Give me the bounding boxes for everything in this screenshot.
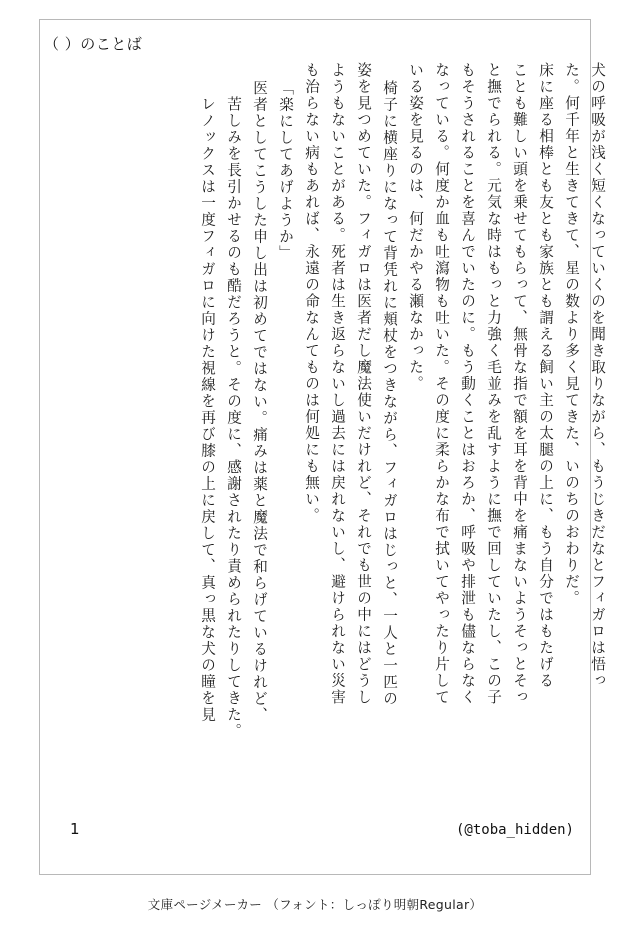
text-column: なっている。何度か血も吐瀉物も吐いた。その度に柔らかな布で拭いてやったり片して xyxy=(433,62,450,706)
text-column: 苦しみを長引かせるのも酷だろうと。その度に、感謝されたり責められたりしてきた。 xyxy=(225,96,242,740)
text-column: レノックスは一度フィガロに向けた視線を再び膝の上に戻して、真っ黒な犬の瞳を見 xyxy=(199,96,216,723)
text-column: ことも難しい頭を乗せてもらって、無骨な指で額を耳を背中を痛まないようそっとそっ xyxy=(511,62,528,706)
text-column: 椅子に横座りになって背凭れに頬杖をつきながら、フィガロはじっと、一人と一匹の xyxy=(381,80,398,707)
vertical-text-body xyxy=(30,62,604,782)
page-footer xyxy=(70,820,574,838)
page-title: （ ）のことば xyxy=(44,35,143,53)
page-number: 1 xyxy=(70,820,80,838)
app-footer-label: 文庫ページメーカー （フォント：しっぽり明朝Regular） xyxy=(147,897,483,912)
text-column: た。何千年と生きてきて、星の数より多く見てきた、いのちのおわりだ。 xyxy=(563,62,580,607)
text-column: もそうされることを喜んでいたのに。もう動くことはおろか、呼吸や排泄も儘ならなく xyxy=(459,62,476,706)
text-column: 姿を見つめていた。フィガロは医者だし魔法使いだけれど、それでも世の中にはどうし xyxy=(355,62,372,706)
text-column: いる姿を見るのは、何だかやる瀬なかった。 xyxy=(407,62,424,392)
text-column: 「楽にしてあげようか」 xyxy=(277,80,294,262)
text-column: 犬の呼吸が浅く短くなっていくのを聞き取りながら、もうじきだなとフィガロは悟っ xyxy=(589,62,606,689)
text-column: も治らない病もあれば、永遠の命なんてものは何処にも無い。 xyxy=(303,62,320,524)
text-column: ようもないことがある。死者は生き返らないし過去には戻れないし、避けられない災害 xyxy=(329,62,346,706)
text-column: と撫でられる。元気な時はもっと力強く毛並みを乱すように撫で回していたし、この子 xyxy=(485,62,502,706)
author-credit: (@toba_hidden) xyxy=(455,822,574,838)
text-column: 床に座る相棒とも友とも家族とも謂える飼い主の太腿の上に、もう自分ではもたげる xyxy=(537,62,554,689)
text-column: 医者としてこうした申し出は初めてではない。痛みは薬と魔法で和らげているけれど、 xyxy=(251,80,268,724)
